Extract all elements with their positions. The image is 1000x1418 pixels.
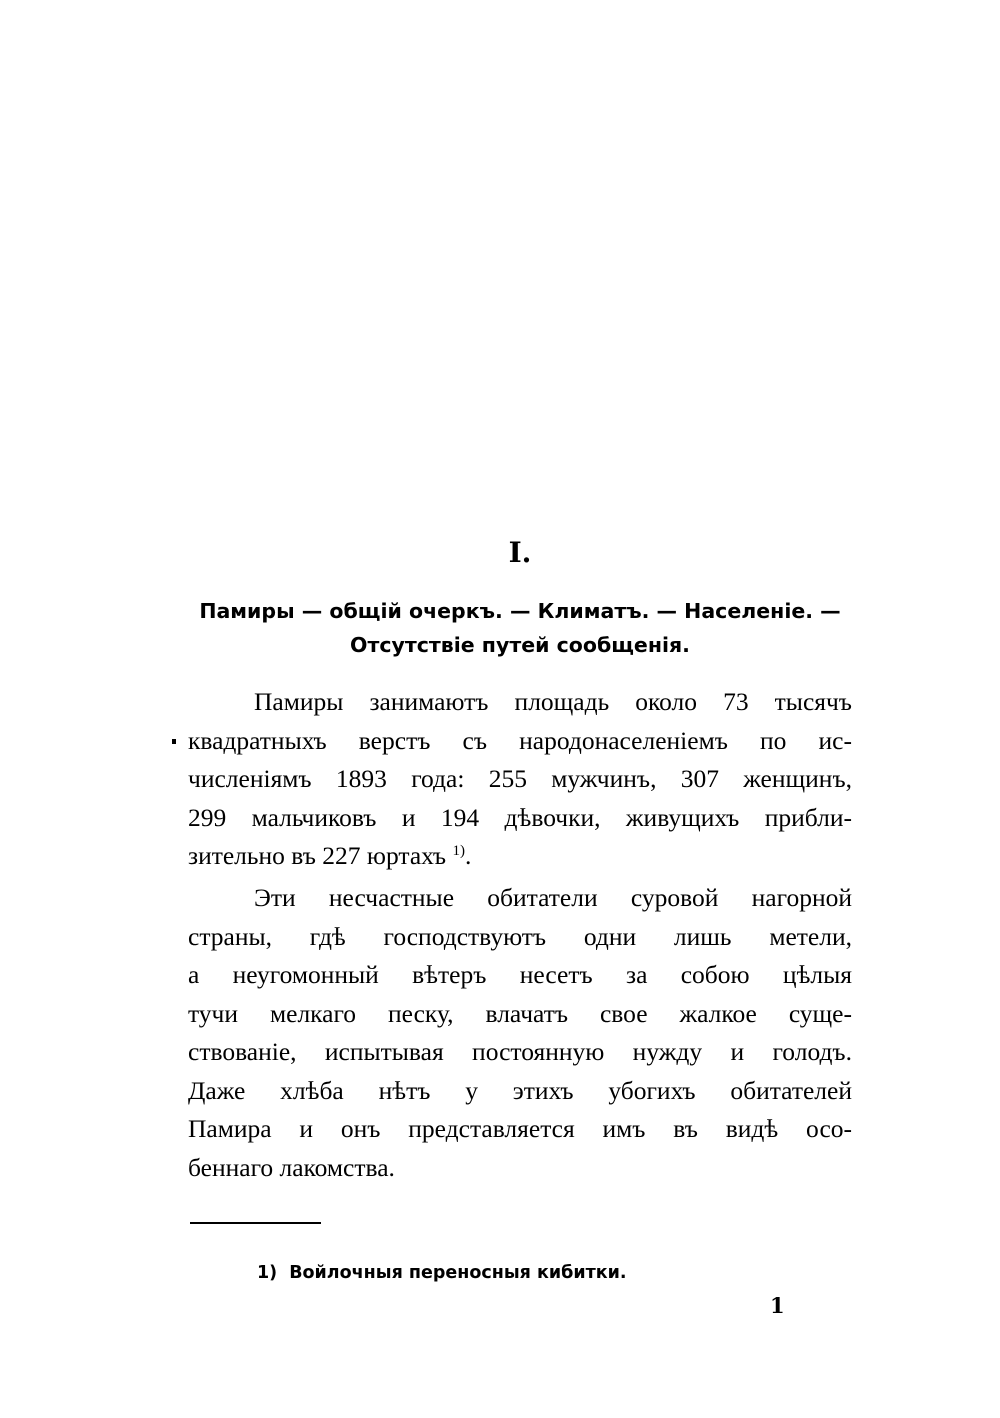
- margin-mark: [172, 739, 176, 744]
- footnote: [257, 1263, 627, 1283]
- text-line: а неугомонный вѣтеръ несетъ за собою цѣлыя: [188, 960, 852, 989]
- text-line-last: беннаго лакомства.: [188, 1152, 395, 1182]
- text-line: тучи мелкаго песку, влачатъ свое жалкое суще-: [188, 998, 852, 1028]
- text-fragment: зительно въ 227 юртахъ: [188, 841, 447, 870]
- page-number: 1: [770, 1293, 785, 1318]
- text-line: ствованіе, испытывая постоянную нужду и голодъ.: [188, 1037, 852, 1066]
- paragraph-1: [188, 683, 852, 876]
- footnote-divider: [190, 1222, 321, 1224]
- chapter-subtitle-line: Отсутствіе путей сообщенія.: [350, 633, 690, 657]
- chapter-subtitle-line: Памиры — общій очеркъ. — Климатъ. — Населеніе. —: [199, 599, 841, 623]
- text-line: квадратныхъ верстъ съ народонаселеніемъ по ис-: [188, 725, 852, 755]
- footnote-marker: 1): [257, 1263, 278, 1283]
- footnote-reference: 1): [452, 843, 465, 859]
- paragraph-2: [188, 879, 852, 1187]
- text-line: Даже хлѣба нѣтъ у этихъ убогихъ обитателей: [188, 1075, 852, 1105]
- text-line: Памира и онъ представляется имъ въ видѣ осо-: [188, 1114, 852, 1143]
- footnote-text: Войлочныя переносныя кибитки.: [289, 1263, 627, 1283]
- chapter-subtitle: [188, 594, 852, 662]
- text-line: численіямъ 1893 года: 255 мужчинъ, 307 женщинъ,: [188, 764, 852, 793]
- text-line: Эти несчастные обитатели суровой нагорной: [254, 883, 852, 912]
- text-line-last: [188, 837, 852, 876]
- sentence-end: .: [464, 841, 472, 870]
- text-line: страны, гдѣ господствуютъ одни лишь метели,: [188, 921, 852, 951]
- chapter-number: I.: [508, 536, 532, 569]
- text-line: 299 мальчиковъ и 194 дѣвочки, живущихъ прибли-: [188, 802, 852, 832]
- text-line: Памиры занимаютъ площадь около 73 тысячъ: [254, 687, 852, 716]
